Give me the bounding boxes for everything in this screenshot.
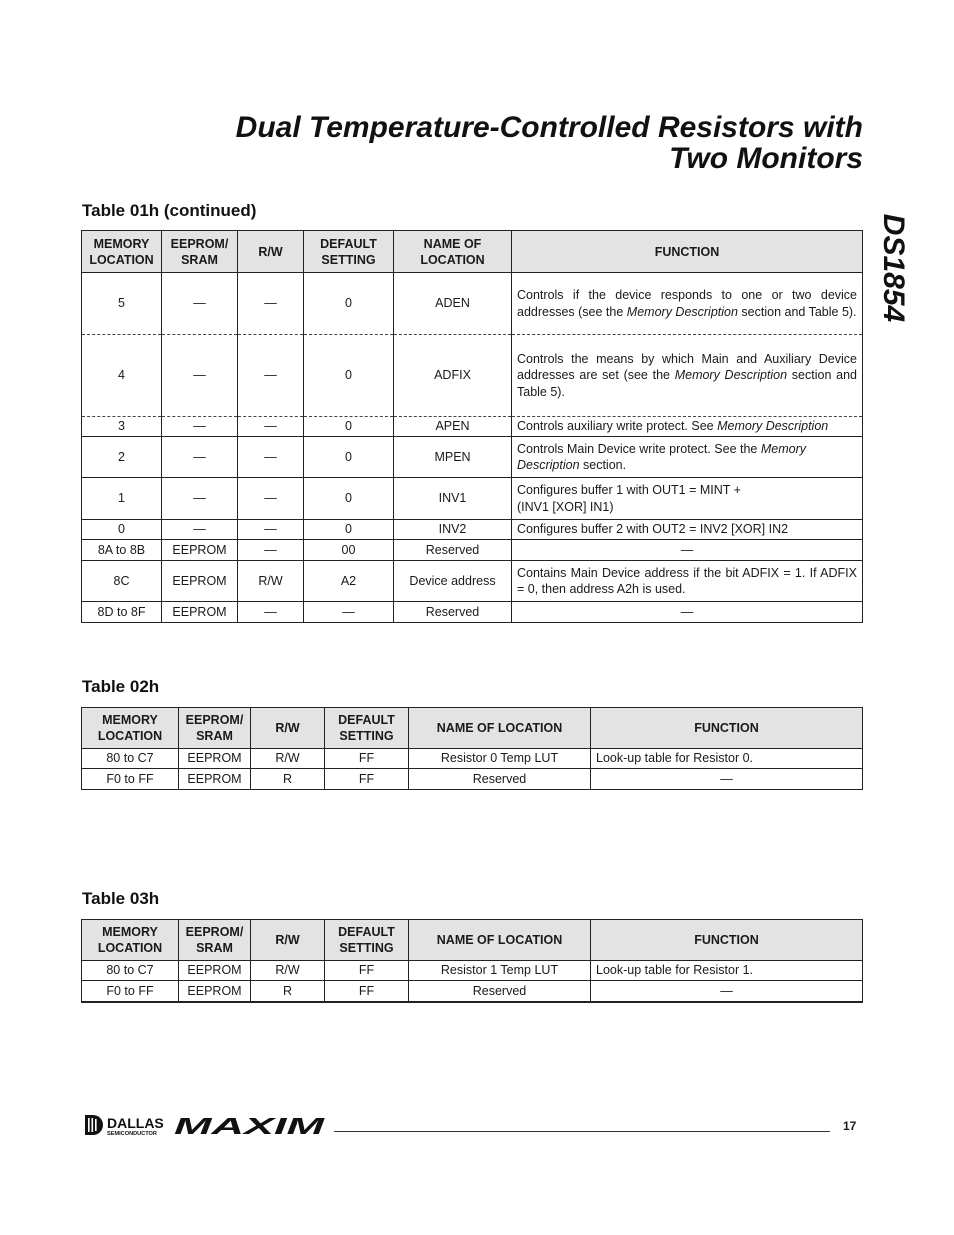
cell-default: — — [304, 602, 394, 623]
table1-header-row — [82, 231, 863, 273]
header-memory-location: MEMORY LOCATION — [82, 708, 179, 749]
function-italic: Memory Description — [626, 304, 738, 319]
cell-memory: F0 to FF — [82, 769, 179, 790]
cell-name: Resistor 0 Temp LUT — [409, 749, 591, 769]
cell-eeprom: EEPROM — [162, 540, 238, 561]
footer-logos — [84, 1113, 329, 1142]
table3-caption: Table 03h — [82, 889, 160, 908]
cell-rw: — — [238, 417, 304, 437]
page-number: 17 — [843, 1119, 857, 1133]
cell-rw: R — [251, 981, 325, 1002]
header-name-of-location: NAME OF LOCATION — [409, 708, 591, 749]
cell-eeprom: EEPROM — [162, 602, 238, 623]
cell-function: Look-up table for Resistor 0. — [591, 749, 863, 769]
cell-default: FF — [325, 981, 409, 1002]
header-default-setting: DEFAULT SETTING — [325, 920, 409, 961]
cell-eeprom: — — [162, 478, 238, 520]
cell-rw: — — [238, 273, 304, 335]
cell-name: Reserved — [394, 602, 512, 623]
function-text: section. — [579, 458, 627, 472]
table-row — [82, 437, 863, 478]
dallas-subtitle: SEMICONDUCTOR — [107, 1131, 157, 1137]
function-italic: Memory Description — [674, 368, 788, 383]
cell-function — [512, 273, 863, 335]
function-italic: Memory Description — [717, 419, 829, 434]
table2-header-row — [82, 708, 863, 749]
dallas-wordmark: DALLAS — [107, 1115, 164, 1131]
function-text: Controls auxiliary write protect. See — [517, 419, 718, 434]
cell-memory: 8D to 8F — [82, 602, 162, 623]
dallas-d-mark-icon — [85, 1115, 103, 1135]
table-row — [82, 335, 863, 417]
cell-name: Resistor 1 Temp LUT — [409, 961, 591, 981]
dallas-maxim-logo — [84, 1113, 329, 1137]
footer-rule — [334, 1131, 830, 1132]
cell-eeprom: — — [162, 335, 238, 417]
cell-name: ADEN — [394, 273, 512, 335]
cell-rw: — — [238, 520, 304, 540]
cell-function: Look-up table for Resistor 1. — [591, 961, 863, 981]
table-row — [82, 561, 863, 602]
table2 — [81, 707, 863, 790]
cell-name: INV2 — [394, 520, 512, 540]
cell-memory: 80 to C7 — [82, 749, 179, 769]
cell-eeprom: — — [162, 437, 238, 478]
cell-function: Contains Main Device address if the bit ADFIX = 1. If ADFIX = 0, then address A2h is used. — [512, 561, 863, 602]
cell-rw: — — [238, 602, 304, 623]
table-row — [82, 981, 863, 1002]
cell-name: Device address — [394, 561, 512, 602]
cell-eeprom: — — [162, 417, 238, 437]
header-rw: R/W — [238, 231, 304, 273]
cell-default: 0 — [304, 335, 394, 417]
table-row — [82, 273, 863, 335]
header-eeprom-sram: EEPROM/ SRAM — [162, 231, 238, 273]
cell-function — [512, 417, 863, 437]
cell-function: — — [512, 540, 863, 561]
table2-caption: Table 02h — [82, 677, 160, 696]
cell-eeprom: — — [162, 273, 238, 335]
header-function: FUNCTION — [591, 708, 863, 749]
cell-memory: F0 to FF — [82, 981, 179, 1002]
header-rw: R/W — [251, 708, 325, 749]
cell-default: FF — [325, 961, 409, 981]
header-memory-location: MEMORY LOCATION — [82, 920, 179, 961]
cell-default: 0 — [304, 520, 394, 540]
function-text: section and Table 5). — [517, 368, 857, 399]
cell-rw: R/W — [238, 561, 304, 602]
header-name-of-location: NAME OF LOCATION — [394, 231, 512, 273]
cell-memory: 3 — [82, 417, 162, 437]
cell-memory: 8A to 8B — [82, 540, 162, 561]
cell-name: Reserved — [409, 981, 591, 1002]
cell-eeprom: EEPROM — [179, 961, 251, 981]
title-line-1: Dual Temperature-Controlled Resistors with — [235, 111, 863, 144]
maxim-wordmark: MAXIM — [174, 1113, 326, 1137]
table1-caption: Table 01h (continued) — [82, 201, 257, 220]
cell-memory: 0 — [82, 520, 162, 540]
function-text: Controls the means by which Main and Auxiliary Device addresses are set (see the — [517, 351, 857, 383]
cell-default: FF — [325, 749, 409, 769]
title-line-2: Two Monitors — [669, 142, 863, 175]
cell-memory: 80 to C7 — [82, 961, 179, 981]
function-italic: Memory Description — [517, 441, 807, 472]
cell-rw: R — [251, 769, 325, 790]
cell-memory: 8C — [82, 561, 162, 602]
function-text: Controls Main Device write protect. See the — [517, 441, 761, 456]
cell-memory: 1 — [82, 478, 162, 520]
cell-eeprom: EEPROM — [179, 769, 251, 790]
cell-eeprom: EEPROM — [179, 981, 251, 1002]
cell-rw: — — [238, 540, 304, 561]
header-default-setting: DEFAULT SETTING — [325, 708, 409, 749]
cell-function — [512, 335, 863, 417]
header-name-of-location: NAME OF LOCATION — [409, 920, 591, 961]
function-text: Controls if the device responds to one or two device addresses (see the — [517, 288, 857, 319]
table3 — [81, 919, 863, 1003]
cell-rw: — — [238, 437, 304, 478]
side-part-number: DS1854 — [877, 213, 910, 323]
function-line-2: (INV1 [XOR] IN1) — [517, 499, 614, 514]
table-row — [82, 478, 863, 520]
cell-function — [512, 478, 863, 520]
cell-rw: — — [238, 335, 304, 417]
cell-rw: R/W — [251, 749, 325, 769]
function-text: section and Table 5). — [737, 304, 857, 319]
cell-memory: 4 — [82, 335, 162, 417]
cell-function: — — [591, 981, 863, 1002]
cell-default: 0 — [304, 417, 394, 437]
cell-default: 0 — [304, 273, 394, 335]
cell-function: Configures buffer 2 with OUT2 = INV2 [XOR] IN2 — [512, 520, 863, 540]
table-row — [82, 520, 863, 540]
cell-memory: 2 — [82, 437, 162, 478]
cell-eeprom: — — [162, 520, 238, 540]
table-row — [82, 749, 863, 769]
cell-name: Reserved — [409, 769, 591, 790]
document-title — [236, 112, 863, 174]
function-line-1: Configures buffer 1 with OUT1 = MINT + — [517, 483, 741, 497]
cell-function: — — [512, 602, 863, 623]
table-row — [82, 961, 863, 981]
cell-name: Reserved — [394, 540, 512, 561]
cell-eeprom: EEPROM — [179, 749, 251, 769]
table1 — [81, 230, 863, 623]
header-function: FUNCTION — [512, 231, 863, 273]
table-row — [82, 417, 863, 437]
cell-default: 00 — [304, 540, 394, 561]
header-function: FUNCTION — [591, 920, 863, 961]
cell-rw: R/W — [251, 961, 325, 981]
header-default-setting: DEFAULT SETTING — [304, 231, 394, 273]
header-rw: R/W — [251, 920, 325, 961]
cell-default: A2 — [304, 561, 394, 602]
header-memory-location: MEMORY LOCATION — [82, 231, 162, 273]
cell-function: — — [591, 769, 863, 790]
table-row — [82, 769, 863, 790]
cell-name: APEN — [394, 417, 512, 437]
table3-header-row — [82, 920, 863, 961]
header-eeprom-sram: EEPROM/ SRAM — [179, 708, 251, 749]
cell-default: 0 — [304, 478, 394, 520]
cell-rw: — — [238, 478, 304, 520]
cell-name: INV1 — [394, 478, 512, 520]
header-eeprom-sram: EEPROM/ SRAM — [179, 920, 251, 961]
cell-function — [512, 437, 863, 478]
table-row — [82, 540, 863, 561]
cell-eeprom: EEPROM — [162, 561, 238, 602]
table-row — [82, 602, 863, 623]
cell-name: MPEN — [394, 437, 512, 478]
cell-memory: 5 — [82, 273, 162, 335]
cell-default: 0 — [304, 437, 394, 478]
cell-default: FF — [325, 769, 409, 790]
cell-name: ADFIX — [394, 335, 512, 417]
